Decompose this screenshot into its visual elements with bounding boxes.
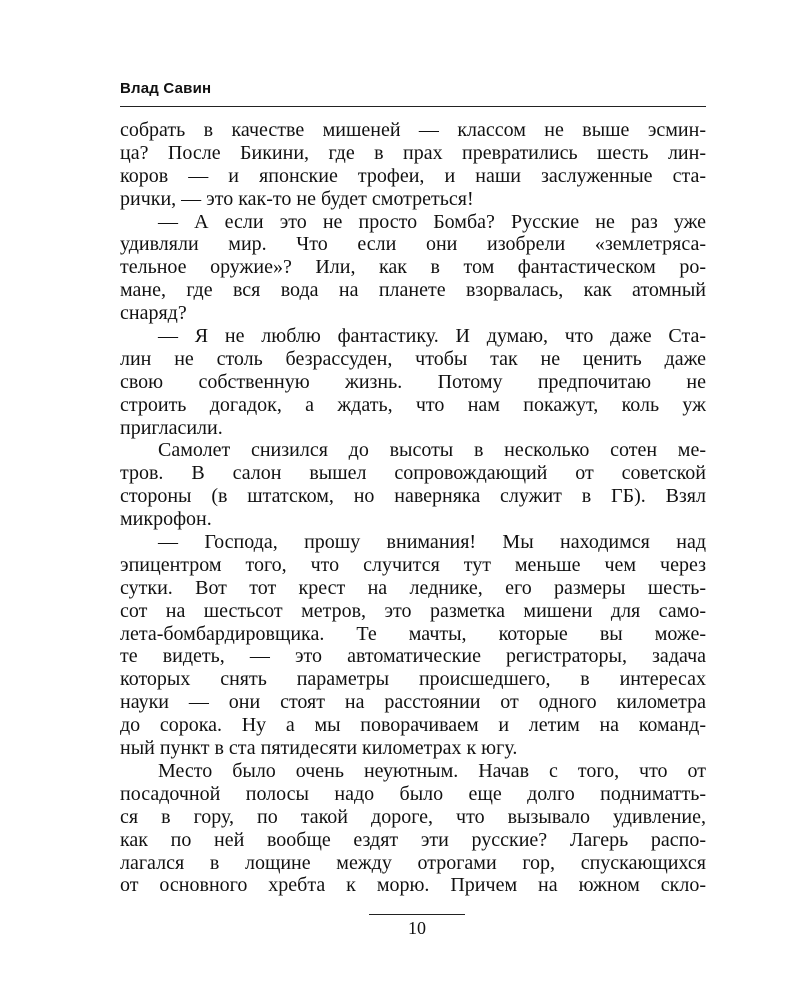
- text-line: микрофон.: [120, 508, 212, 531]
- text-line: пригласили.: [120, 416, 223, 439]
- header-rule: [120, 106, 706, 107]
- text-line: мане, где вся вода на планете взорвалась, как атомный: [120, 279, 706, 302]
- text-line: до сорока. Ну а мы поворачиваем и летим на команд-: [120, 714, 706, 737]
- text-line: тров. В салон вышел сопровождающий от советской: [120, 462, 706, 485]
- text-line: снаряд?: [120, 302, 187, 325]
- text-line: те видеть, — это автоматические регистраторы, задача: [120, 645, 706, 668]
- text-line: как по ней вообще ездят эти русские? Лагерь распо-: [120, 828, 706, 851]
- text-line: эпицентром того, что случится тут меньше чем через: [120, 553, 706, 576]
- body-text: [120, 119, 706, 897]
- text-line: которых снять параметры происшедшего, в интересах: [120, 668, 706, 691]
- running-head-author: Влад Савин: [120, 80, 212, 97]
- text-line: лета-бомбардировщика. Те мачты, которые вы може-: [120, 622, 706, 645]
- text-line: Место было очень неуютным. Начав с того, что от: [158, 759, 706, 782]
- text-line: ся в гору, по такой дороге, что вызывало удивление,: [120, 805, 706, 828]
- footer-rule: [369, 914, 465, 915]
- text-line: — Я не люблю фантастику. И думаю, что даже Ста-: [158, 325, 706, 348]
- text-line: лагался в лощине между отрогами гор, спускающихся: [120, 851, 706, 874]
- text-line: коров — и японские трофеи, и наши заслуженные ста-: [120, 164, 706, 187]
- text-line: — А если это не просто Бомба? Русские не раз уже: [158, 210, 706, 233]
- text-line: лин не столь безрассуден, чтобы так не ценить даже: [120, 347, 706, 370]
- text-line: строить догадок, а ждать, что нам покажут, коль уж: [120, 393, 706, 416]
- text-line: свою собственную жизнь. Потому предпочитаю не: [120, 370, 706, 393]
- text-line: науки — они стоят на расстоянии от одного километра: [120, 691, 706, 714]
- text-line: ный пункт в ста пятидесяти километрах к югу.: [120, 737, 518, 760]
- text-line: сутки. Вот тот крест на леднике, его размеры шесть-: [120, 576, 706, 599]
- text-line: тельное оружие»? Или, как в том фантастическом ро-: [120, 256, 706, 279]
- text-line: — Господа, прошу внимания! Мы находимся над: [158, 531, 706, 554]
- text-line: собрать в качестве мишеней — классом не выше эсмин-: [120, 119, 706, 141]
- text-line: посадочной полосы надо было еще долго подниматть-: [120, 782, 706, 805]
- text-line: от основного хребта к морю. Причем на южном скло-: [120, 874, 706, 897]
- text-line: Самолет снизился до высоты в несколько сотен ме-: [158, 439, 706, 462]
- text-line: стороны (в штатском, но наверняка служит в ГБ). Взял: [120, 485, 706, 508]
- text-line: удивляли мир. Что если они изобрели «землетряса-: [120, 233, 706, 256]
- text-line: рички, — это как-то не будет смотреться!: [120, 187, 474, 210]
- page-number: 10: [408, 918, 426, 938]
- text-line: ца? После Бикини, где в прах превратились шесть лин-: [120, 141, 706, 164]
- text-line: сот на шестьсот метров, это разметка мишени для само-: [120, 599, 706, 622]
